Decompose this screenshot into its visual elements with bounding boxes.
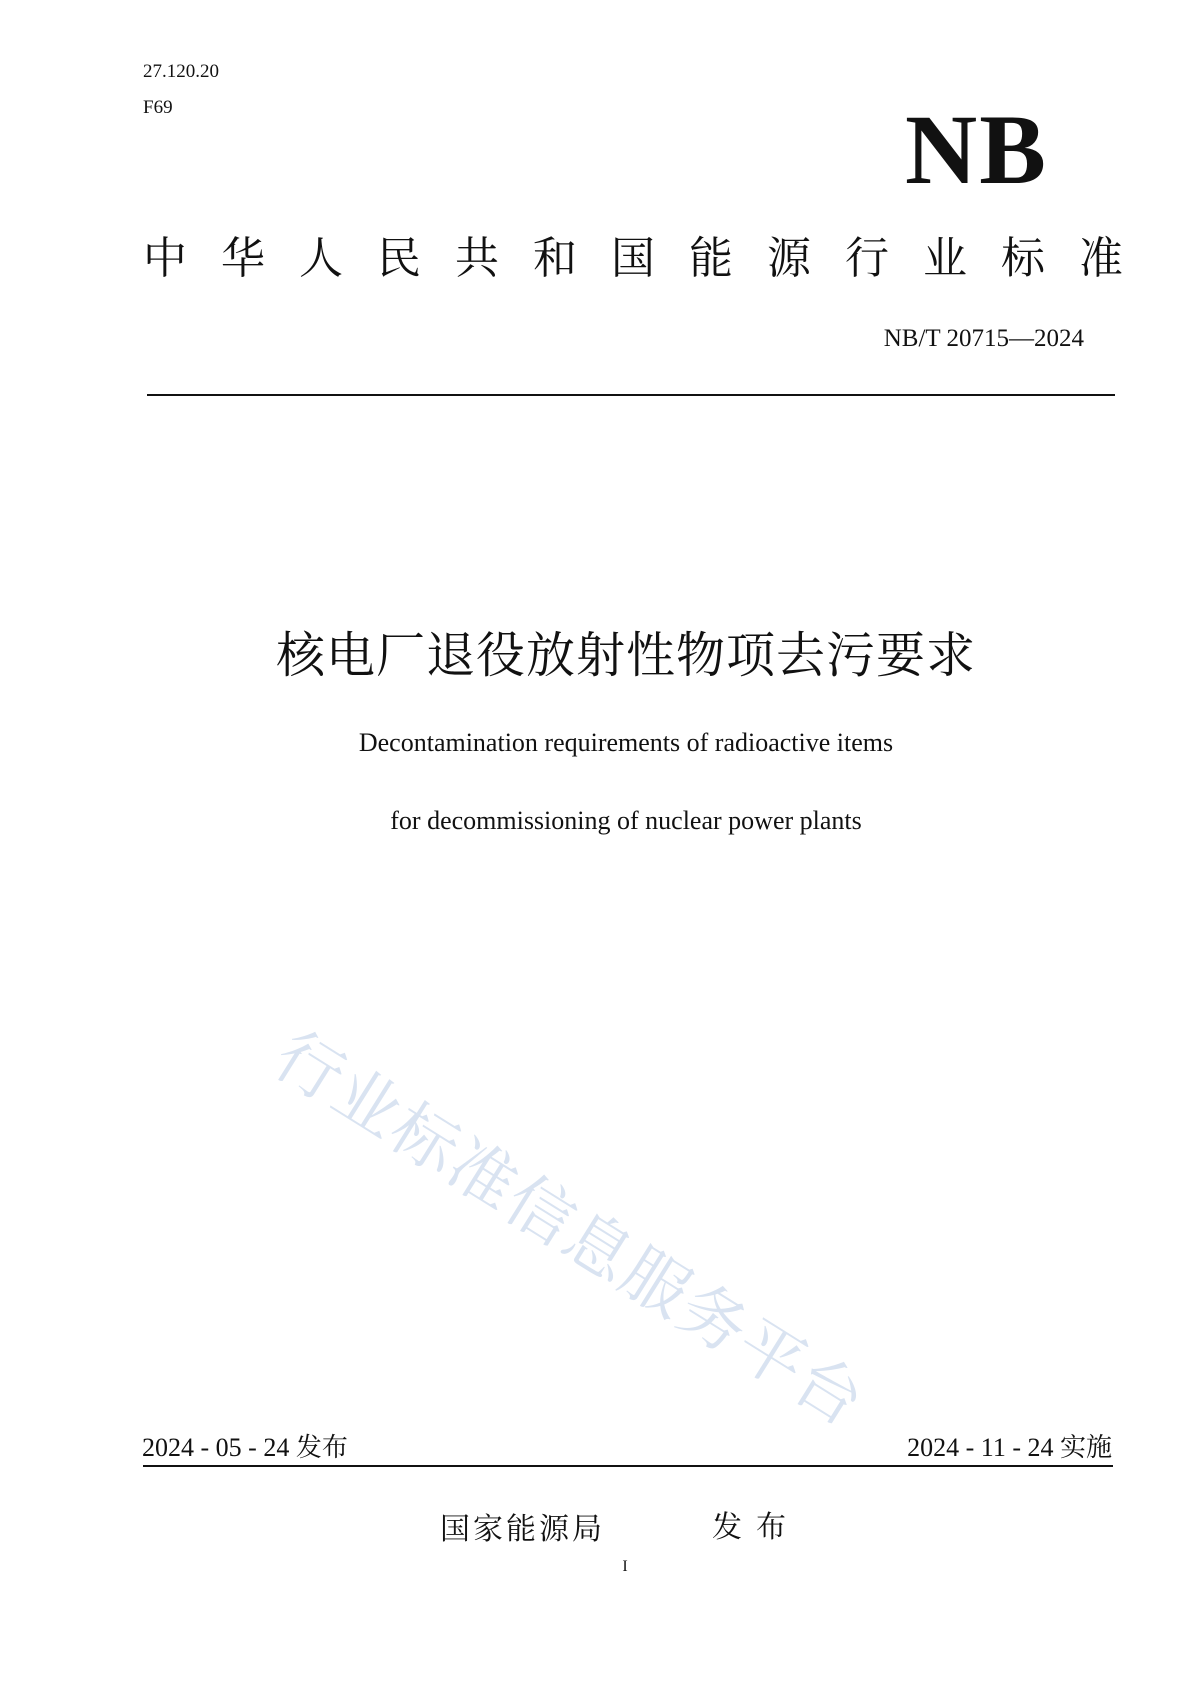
issue-label: 发布 [712,1510,800,1545]
page-number: I [622,1558,628,1575]
standard-number: NB/T 20715—2024 [883,325,1084,352]
footer-divider [143,1465,1113,1467]
issue-date: 2024 - 05 - 24 发布 [142,1433,348,1462]
implementation-date: 2024 - 11 - 24 实施 [907,1433,1112,1462]
ics-code: 27.120.20 [143,61,219,82]
standard-category: 中华人民共和国能源行业标准 [143,233,1157,284]
watermark: 行业标准信息服务平台 [261,1016,879,1443]
title-english-line-1: Decontamination requirements of radioactive items [358,728,894,757]
classification-code: F69 [143,97,173,118]
title-chinese: 核电厂退役放射性物项去污要求 [275,627,976,684]
title-english-line-2: for decommissioning of nuclear power plants [390,806,862,835]
header-divider [147,394,1115,396]
nb-logo: NB [905,94,1048,205]
issuing-authority: 国家能源局 [440,1512,605,1547]
